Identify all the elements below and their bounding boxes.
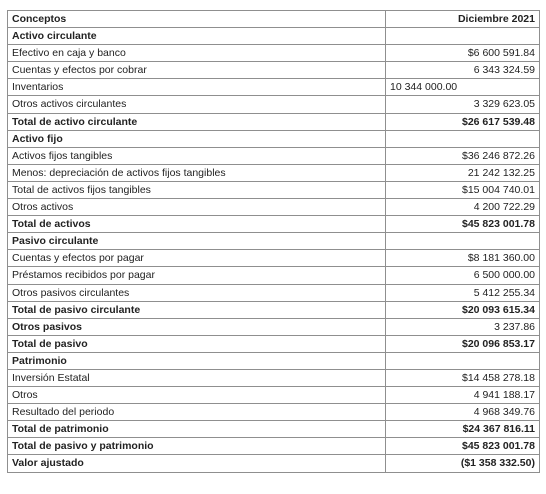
row-label: Patrimonio: [8, 352, 386, 369]
table-row: [8, 45, 540, 62]
table-row: [8, 267, 540, 284]
row-label: Total de pasivo y patrimonio: [8, 438, 386, 455]
row-label: Activo circulante: [8, 28, 386, 45]
row-value: $20 096 853.17: [386, 335, 540, 352]
footer-fragment: [7, 488, 137, 494]
table-row: [8, 181, 540, 198]
row-value: [386, 352, 540, 369]
section-row: [8, 352, 540, 369]
row-value: 6 500 000.00: [386, 267, 540, 284]
row-value: 5 412 255.34: [386, 284, 540, 301]
row-label: Otros activos circulantes: [8, 96, 386, 113]
row-value: 4 968 349.76: [386, 404, 540, 421]
row-label: Otros pasivos circulantes: [8, 284, 386, 301]
table-row: [8, 387, 540, 404]
row-label: Préstamos recibidos por pagar: [8, 267, 386, 284]
table-row: [8, 62, 540, 79]
total-row: [8, 301, 540, 318]
row-value: $24 367 816.11: [386, 421, 540, 438]
row-label: Inventarios: [8, 79, 386, 96]
table-row: [8, 199, 540, 216]
row-value: $36 246 872.26: [386, 147, 540, 164]
row-label: Cuentas y efectos por pagar: [8, 250, 386, 267]
row-value: 4 941 188.17: [386, 387, 540, 404]
row-value: $45 823 001.78: [386, 216, 540, 233]
row-value: $20 093 615.34: [386, 301, 540, 318]
row-label: Otros activos: [8, 199, 386, 216]
header-value: Diciembre 2021: [386, 11, 540, 28]
row-label: Menos: depreciación de activos fijos tangibles: [8, 164, 386, 181]
total-row: [8, 216, 540, 233]
row-value: $14 458 278.18: [386, 369, 540, 386]
section-row: [8, 233, 540, 250]
row-value: 3 237.86: [386, 318, 540, 335]
row-value: $6 600 591.84: [386, 45, 540, 62]
row-value: $26 617 539.48: [386, 113, 540, 130]
row-value: 4 200 722.29: [386, 199, 540, 216]
table-row: [8, 404, 540, 421]
header-row: [8, 11, 540, 28]
row-label: Total de activo circulante: [8, 113, 386, 130]
row-label: Cuentas y efectos por cobrar: [8, 62, 386, 79]
row-label: Activos fijos tangibles: [8, 147, 386, 164]
total-row: [8, 455, 540, 472]
section-row: [8, 28, 540, 45]
row-value: $45 823 001.78: [386, 438, 540, 455]
row-label: Inversión Estatal: [8, 369, 386, 386]
row-label: Total de activos: [8, 216, 386, 233]
row-value: 3 329 623.05: [386, 96, 540, 113]
row-label: Total de patrimonio: [8, 421, 386, 438]
total-row: [8, 335, 540, 352]
total-row: [8, 421, 540, 438]
balance-sheet-table: [7, 10, 540, 473]
row-value: [386, 130, 540, 147]
section-row: [8, 130, 540, 147]
total-row: [8, 113, 540, 130]
table-row: [8, 284, 540, 301]
row-value: 6 343 324.59: [386, 62, 540, 79]
row-value: ($1 358 332.50): [386, 455, 540, 472]
table-row: [8, 96, 540, 113]
row-label: Activo fijo: [8, 130, 386, 147]
row-value: [386, 28, 540, 45]
table-row: [8, 369, 540, 386]
header-concept: Conceptos: [8, 11, 386, 28]
row-value: 21 242 132.25: [386, 164, 540, 181]
balance-sheet: [7, 10, 539, 473]
row-value: $15 004 740.01: [386, 181, 540, 198]
row-label: Resultado del periodo: [8, 404, 386, 421]
row-label: Efectivo en caja y banco: [8, 45, 386, 62]
table-row: [8, 250, 540, 267]
row-label: Total de pasivo circulante: [8, 301, 386, 318]
table-row: [8, 147, 540, 164]
row-label: Pasivo circulante: [8, 233, 386, 250]
row-value: $8 181 360.00: [386, 250, 540, 267]
row-value: [386, 233, 540, 250]
table-body: [8, 28, 540, 472]
row-label: Total de pasivo: [8, 335, 386, 352]
row-label: Otros: [8, 387, 386, 404]
row-label: Valor ajustado: [8, 455, 386, 472]
row-label: Otros pasivos: [8, 318, 386, 335]
row-label: Total de activos fijos tangibles: [8, 181, 386, 198]
total-row: [8, 318, 540, 335]
table-row: [8, 164, 540, 181]
total-row: [8, 438, 540, 455]
table-row: [8, 79, 540, 96]
row-value: 10 344 000.00: [386, 79, 540, 96]
